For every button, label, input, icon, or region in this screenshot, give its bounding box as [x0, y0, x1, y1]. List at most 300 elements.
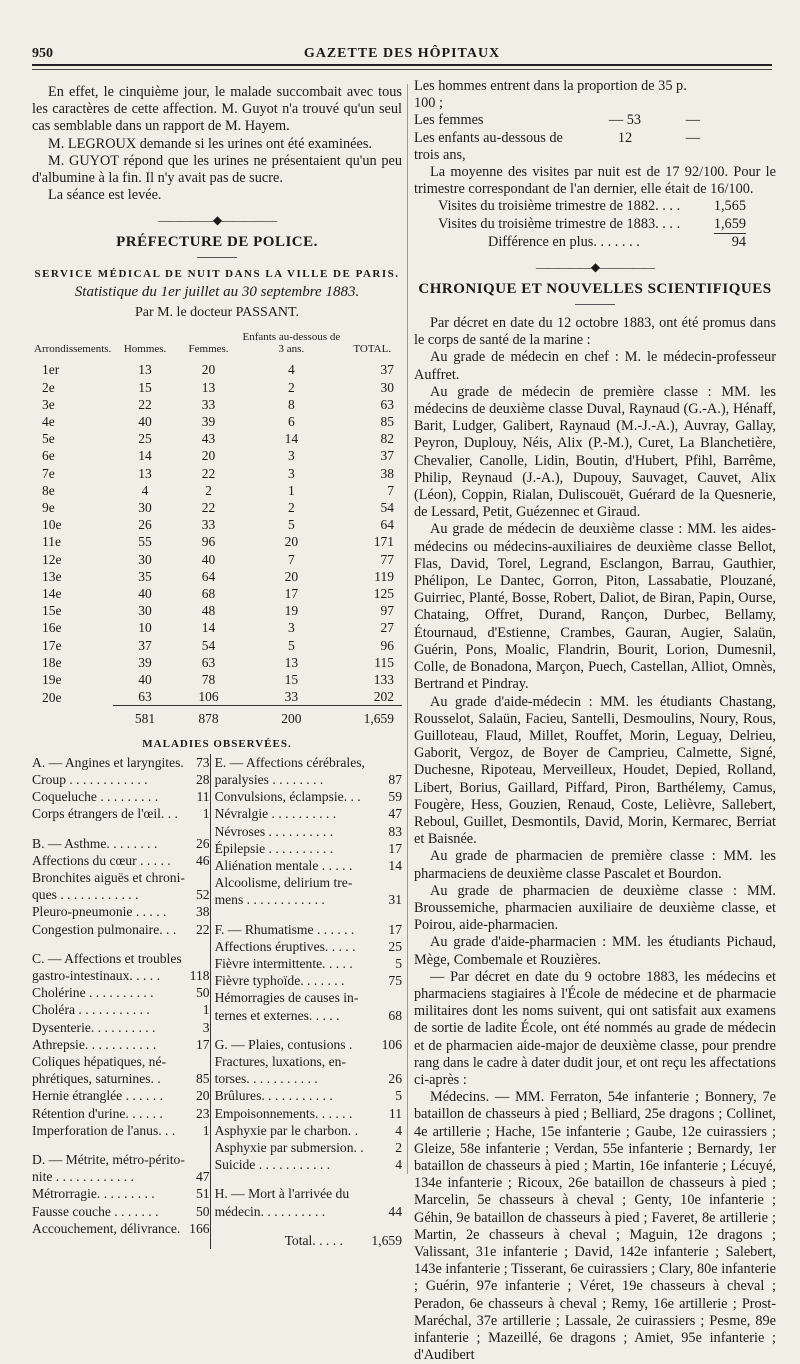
table-cell: 3	[287, 448, 295, 464]
maladie-count: 4	[395, 1122, 402, 1138]
list-spacer	[32, 1139, 210, 1151]
table-cell: 13	[138, 465, 152, 481]
maladie-label: Névralgie . . . . . . . . . .	[214, 806, 337, 822]
table-row	[32, 688, 402, 706]
maladie-label: C. — Affections et troubles	[32, 950, 182, 966]
table-cell: 33	[201, 396, 216, 412]
maladie-label: Fractures, luxations, en-	[214, 1053, 346, 1069]
table-cell: 40	[201, 551, 216, 567]
maladie-item	[32, 886, 210, 903]
maladie-count: 17	[195, 1036, 210, 1052]
maladie-label: Accouchement, délivrance.	[32, 1220, 181, 1236]
maladie-label: Asphyxie par le charbon. .	[214, 1122, 359, 1138]
table-cell: 3	[287, 620, 295, 636]
table-row	[32, 637, 402, 654]
maladie-item	[215, 1007, 402, 1024]
maladie-count	[380, 1185, 402, 1202]
maladie-item	[32, 788, 210, 805]
maladie-label: A. — Angines et laryngites.	[32, 754, 184, 770]
table-cell: 2	[287, 500, 295, 516]
proportion-cell: — 53	[608, 112, 642, 129]
column-divider	[407, 84, 408, 1174]
table-cell: 1er	[42, 362, 60, 378]
difference-label: Différence en plus. . . . . . .	[488, 233, 640, 250]
arrondissements-table	[32, 331, 402, 727]
maladie-total	[215, 1232, 402, 1249]
header-rule	[32, 64, 772, 66]
table-cell: 8e	[42, 482, 55, 498]
maladie-label: B. — Asthme. . . . . . . .	[32, 835, 158, 851]
list-spacer	[32, 938, 210, 950]
table-cell: 7e	[42, 465, 55, 481]
table-cell: 63	[138, 689, 152, 705]
maladie-label: Affections éruptives. . . . .	[214, 938, 356, 954]
maladie-count	[188, 869, 210, 886]
table-cell: 33	[201, 517, 216, 533]
table-cell: 96	[201, 534, 216, 550]
maladie-label: Corps étrangers de l'œil. . .	[32, 806, 178, 822]
proportion-cell: Les enfants au-dessous de trois ans,	[414, 129, 563, 163]
ornament-divider: —————◆—————	[157, 213, 277, 228]
table-cell: 1	[287, 482, 295, 498]
total-cell: 1,659	[342, 706, 402, 728]
total-cell: 581	[113, 706, 177, 728]
proportion-cell: Les femmes	[414, 112, 484, 129]
table-cell: 43	[201, 431, 216, 447]
col-header-enfants: Enfants au-dessous de 3 ans.	[242, 331, 341, 356]
table-row	[32, 585, 402, 602]
maladie-item	[32, 1036, 210, 1053]
maladie-item	[32, 1203, 210, 1220]
maladie-count: 23	[195, 1105, 210, 1121]
maladie-count: 166	[189, 1220, 210, 1236]
maladie-item	[215, 891, 402, 908]
maladie-count: 3	[202, 1019, 210, 1035]
table-cell: 26	[138, 517, 152, 533]
maladie-item	[215, 805, 402, 822]
table-row	[32, 551, 402, 568]
maladie-count: 85	[195, 1071, 210, 1087]
table-cell: 15	[138, 379, 152, 395]
maladie-item	[32, 1185, 210, 1202]
maladie-label: Suicide . . . . . . . . . . .	[214, 1157, 331, 1173]
maladie-item	[215, 1070, 402, 1087]
maladie-item	[32, 1087, 210, 1104]
maladie-item	[32, 1151, 210, 1168]
table-cell: 4	[141, 482, 149, 498]
maladie-label: Métrorragie. . . . . . . . .	[32, 1186, 155, 1202]
table-cell: 14	[138, 448, 152, 464]
table-cell: 12e	[42, 551, 62, 567]
maladie-item	[32, 1220, 210, 1237]
table-row	[32, 602, 402, 619]
table-cell: 9e	[42, 500, 55, 516]
list-spacer	[215, 1220, 402, 1232]
proportion-cell	[744, 78, 776, 112]
maladie-label: Choléra . . . . . . . . . . .	[32, 1002, 150, 1018]
maladie-count: 20	[195, 1088, 210, 1104]
table-cell: 14	[284, 431, 299, 447]
maladie-count: 83	[388, 823, 402, 839]
maladie-item	[215, 823, 402, 840]
maladie-count: 4	[395, 1157, 402, 1173]
maladie-count: 26	[195, 835, 210, 851]
proportion-cell: Les hommes entrent dans la proportion de 35 p. 100 ;	[414, 78, 687, 112]
maladie-label: Fausse couche . . . . . . .	[32, 1203, 159, 1219]
table-row	[32, 447, 402, 464]
left-column	[32, 84, 402, 1249]
maladie-item	[32, 869, 210, 886]
difference-line	[414, 234, 776, 251]
maladie-count: 5	[395, 1088, 402, 1104]
maladie-item	[215, 1087, 402, 1104]
maladie-count: 38	[195, 904, 210, 920]
visit-label: Visites du troisième trimestre de 1882. . . .	[438, 198, 681, 215]
maladie-count	[380, 989, 402, 1006]
total-cell: 200	[240, 706, 342, 728]
maladie-count: 51	[195, 1186, 210, 1202]
ornament-divider: —————◆—————	[535, 260, 655, 275]
visit-label: Visites du troisième trimestre de 1883. . . .	[438, 215, 681, 232]
maladie-count: 75	[388, 973, 402, 989]
table-cell: 25	[138, 431, 152, 447]
maladie-label: F. — Rhumatisme . . . . . .	[214, 921, 355, 937]
table-cell: 63	[380, 396, 394, 412]
table-cell: 171	[373, 534, 394, 550]
page-number: 950	[32, 46, 53, 61]
table-cell: 14	[201, 620, 216, 636]
table-cell: 20	[201, 362, 216, 378]
seance-levee: La séance est levée.	[48, 187, 162, 204]
table-cell: 20	[284, 568, 299, 584]
col-header-femmes: Femmes.	[188, 343, 229, 356]
table-row	[32, 482, 402, 499]
maladie-item	[215, 1185, 402, 1202]
maladie-count: 59	[388, 789, 402, 805]
maladie-label: ques . . . . . . . . . . . .	[32, 887, 139, 903]
maladie-item	[32, 805, 210, 822]
maladie-count: 44	[388, 1203, 402, 1219]
maladie-item	[32, 903, 210, 920]
maladie-count: 68	[388, 1007, 402, 1023]
table-cell: 33	[284, 689, 299, 705]
col-header-arrondissements: Arrondissements.	[34, 343, 112, 356]
maladie-label: Empoisonnements. . . . . .	[214, 1105, 353, 1121]
maladie-label: Cholérine . . . . . . . . . .	[32, 985, 154, 1001]
chronique-paragraph: Au grade d'aide-médecin : MM. les étudiants Chastang, Rousselot, Salaün, Facieu, Santelli, Desmoulins, Noury, Rous, Guilloteau, Flaud, Millet, Rouffet, Morin, Leguay, Delrieu, Gaborit, Vergoz, de Boyer de Camprieu, Calmette, Signé, Duchesne, Ripoteau, Merveilleux, Houdet, Depied, Rolland, Libert, Borius, Gaillard, Piffard, Piron, Barthélemy, Camus, Fougère, Hess, Gouzien, Renaud, Coste, Lelièvre, Sallebert, Reboul, Guillet, Desmontils, David, Morin, Kermarec, Berriat et Baisnée.	[414, 693, 776, 848]
maladie-label: phrétiques, saturnines. .	[32, 1071, 161, 1087]
maladie-count: 46	[195, 852, 210, 868]
maladie-item	[215, 1122, 402, 1139]
table-cell: 15	[284, 672, 299, 688]
table-cell: 55	[138, 534, 152, 550]
maladie-count: 50	[195, 985, 210, 1001]
table-cell: 37	[138, 637, 152, 653]
maladie-label: H. — Mort à l'arrivée du	[214, 1186, 350, 1202]
chronique-paragraph: Au grade d'aide-pharmacien : MM. les étudiants Pichaud, Mège, Combemale et Rouzières.	[414, 934, 776, 968]
maladies-title: MALADIES OBSERVÉES.	[142, 737, 292, 750]
visit-value: 1,565	[713, 198, 746, 215]
table-cell: 18e	[42, 654, 62, 670]
table-cell: 2e	[42, 379, 55, 395]
maladie-item	[32, 754, 210, 771]
maladie-item	[32, 1053, 210, 1070]
table-cell: 13	[284, 654, 299, 670]
table-cell: 4e	[42, 414, 55, 430]
maladie-item	[32, 1168, 210, 1185]
maladie-count: 73	[195, 754, 210, 770]
table-cell: 22	[201, 500, 216, 516]
maladie-count: 52	[195, 887, 210, 903]
table-cell: 77	[380, 551, 394, 567]
maladie-count: 118	[189, 967, 210, 983]
maladie-label: Névroses . . . . . . . . . .	[214, 823, 334, 839]
table-cell: 85	[380, 414, 394, 430]
maladie-label: torses. . . . . . . . . . .	[214, 1071, 318, 1087]
table-row	[32, 516, 402, 533]
maladie-item	[32, 950, 210, 967]
list-spacer	[215, 1173, 402, 1185]
table-row	[32, 361, 402, 378]
table-cell: 8	[287, 396, 295, 412]
proportion-line	[414, 78, 776, 112]
chronique-paragraph: Au grade de médecin de première classe : MM. les médecins de deuxième classe Duval, Raynaud (G.-A.), Hénaff, Barit, Ludger, Galibert, Raynaud (M.-J.-A.), Auvray, Gallay, Peyron, Duplouy, Néis, Alix (P.-M.), Curet, La Blanchetière, Chevalier, Canolle, Lidin, Boutin, d'Hubert, Pfihl, Barrême, Philip, Reynaud (J.-A.), Dupouy, Sauvaget, Cauvet, Alix (Léon), Coppin, Rialan, Duliscouët, Guérard de la Quesnerie, de Lessard, Petit, Guézennec et Giraud.	[414, 383, 776, 521]
maladie-count: 106	[381, 1036, 402, 1052]
maladie-item	[32, 1122, 210, 1139]
maladie-item	[215, 989, 402, 1006]
table-cell: 22	[138, 396, 152, 412]
maladie-count: 17	[388, 840, 402, 856]
maladie-item	[32, 1019, 210, 1036]
maladie-item	[32, 771, 210, 788]
guyot-paragraph: M. GUYOT répond que les urines ne présentaient qu'un peu d'albumine à la fin. Il n'y avait pas de sucre.	[32, 152, 402, 187]
table-cell: 20	[284, 534, 299, 550]
table-cell: 5	[287, 517, 295, 533]
table-cell: 30	[380, 379, 394, 395]
table-row	[32, 379, 402, 396]
table-cell: 202	[373, 689, 394, 705]
table-cell: 3	[287, 465, 295, 481]
maladie-label: Coliques hépatiques, né-	[32, 1053, 167, 1069]
table-cell: 10e	[42, 517, 62, 533]
title-rule	[197, 257, 237, 258]
table-row	[32, 654, 402, 671]
maladie-label: Croup . . . . . . . . . . . .	[32, 771, 148, 787]
table-cell: 2	[287, 379, 295, 395]
maladie-label: Fièvre intermittente. . . . .	[214, 955, 353, 971]
prefecture-title: PRÉFECTURE DE POLICE.	[116, 234, 318, 251]
proportion-cell	[688, 78, 744, 112]
maladie-item	[32, 984, 210, 1001]
maladie-label: Dysenterie. . . . . . . . . .	[32, 1019, 156, 1035]
table-row	[32, 533, 402, 550]
maladie-label: Coqueluche . . . . . . . . .	[32, 789, 159, 805]
visit-value: 1,659	[714, 216, 746, 234]
maladie-count: 1	[202, 1002, 210, 1018]
maladie-count	[188, 1053, 210, 1070]
maladie-label: Fièvre typhoïde. . . . . . .	[214, 973, 345, 989]
maladie-count: 1	[202, 806, 210, 822]
table-cell: 64	[201, 568, 216, 584]
list-spacer	[215, 1024, 402, 1036]
table-row	[32, 499, 402, 516]
maladie-label: Hernie étranglée . . . . . .	[32, 1088, 163, 1104]
table-cell: 13e	[42, 568, 62, 584]
maladie-label: Asphyxie par submersion. .	[214, 1139, 364, 1155]
table-cell: 40	[138, 672, 152, 688]
table-cell: 30	[138, 551, 152, 567]
maladie-item	[32, 852, 210, 869]
maladie-label: Hémorragies de causes in-	[214, 990, 359, 1006]
table-cell: 6e	[42, 448, 55, 464]
table-cell: 106	[198, 689, 219, 705]
table-row	[32, 430, 402, 447]
table-cell: 7	[387, 482, 394, 498]
proportion-line	[414, 112, 776, 129]
header-rule-thin	[32, 69, 772, 70]
maladie-count	[380, 874, 402, 891]
table-cell: 10	[138, 620, 152, 636]
table-cell: 96	[380, 637, 394, 653]
table-cell: 13	[201, 379, 216, 395]
service-title: SERVICE MÉDICAL DE NUIT DANS LA VILLE DE PARIS.	[34, 268, 400, 281]
chronique-paragraph: Au grade de médecin en chef : M. le médecin-professeur Auffret.	[414, 349, 776, 383]
chronique-body	[414, 315, 776, 1364]
maladie-item	[215, 840, 402, 857]
maladie-label: nite . . . . . . . . . . . .	[32, 1169, 134, 1185]
table-cell: 2	[205, 482, 212, 498]
author-line: Par M. le docteur PASSANT.	[134, 305, 300, 321]
maladie-item	[32, 1105, 210, 1122]
maladie-count: 25	[388, 938, 402, 954]
table-cell: 82	[380, 431, 394, 447]
totals-row	[32, 706, 402, 728]
table-cell: 40	[138, 586, 152, 602]
maladie-count: 22	[195, 921, 210, 937]
maladie-label: Brûlures. . . . . . . . . . .	[214, 1088, 333, 1104]
table-cell: 54	[380, 500, 394, 516]
maladie-label: Pleuro-pneumonie . . . . .	[32, 904, 167, 920]
maladie-item	[215, 788, 402, 805]
proportion-cell: 12	[617, 129, 633, 146]
maladie-count: 11	[388, 1105, 402, 1121]
col-header-hommes: Hommes.	[123, 343, 167, 356]
maladie-item	[215, 1036, 402, 1053]
maladie-item	[32, 967, 210, 984]
maladie-count: 14	[388, 857, 402, 873]
maladie-label: Épilepsie . . . . . . . . . .	[214, 840, 334, 856]
maladie-count: 2	[395, 1139, 402, 1155]
table-row	[32, 671, 402, 688]
maladie-label: E. — Affections cérébrales,	[214, 754, 365, 770]
maladie-label: Rétention d'urine. . . . . .	[32, 1105, 163, 1121]
maladie-label: médecin. . . . . . . . . .	[214, 1203, 326, 1219]
table-row	[32, 568, 402, 585]
maladie-item	[32, 921, 210, 938]
maladie-count: 5	[395, 955, 402, 971]
proportion-line	[414, 130, 776, 164]
table-cell: 63	[201, 654, 216, 670]
table-cell: 78	[201, 672, 216, 688]
table-cell: 133	[373, 672, 394, 688]
col-header-total: TOTAL.	[353, 343, 392, 356]
maladie-count: 50	[195, 1203, 210, 1219]
table-cell: 30	[138, 603, 152, 619]
maladie-count: 26	[388, 1071, 402, 1087]
table-cell: 17e	[42, 637, 62, 653]
maladie-count: 1	[202, 1122, 210, 1138]
maladie-label: Alcoolisme, delirium tre-	[214, 875, 353, 891]
difference-value: 94	[731, 233, 746, 250]
maladie-count	[188, 950, 210, 967]
table-cell: 19e	[42, 672, 62, 688]
table-cell: 17	[284, 586, 299, 602]
table-cell: 6	[287, 414, 295, 430]
table-row	[32, 465, 402, 482]
table-row	[32, 619, 402, 636]
table-cell: 39	[201, 414, 216, 430]
table-cell: 7	[287, 551, 295, 567]
table-row	[32, 413, 402, 430]
maladie-count	[188, 1151, 210, 1168]
maladie-count: 11	[196, 789, 210, 805]
table-cell: 13	[138, 362, 152, 378]
table-cell: 22	[201, 465, 216, 481]
maladie-item	[215, 1139, 402, 1156]
table-cell: 15e	[42, 603, 62, 619]
maladie-count: 28	[195, 771, 210, 787]
maladie-count: 47	[388, 806, 402, 822]
maladie-item	[215, 1105, 402, 1122]
table-cell: 27	[380, 620, 394, 636]
maladie-count: 87	[388, 771, 402, 787]
maladie-label: Total. . . . .	[284, 1232, 343, 1248]
maladie-item	[215, 1156, 402, 1173]
maladie-label: G. — Plaies, contusions .	[214, 1036, 353, 1052]
maladie-count: 31	[388, 892, 402, 908]
table-cell: 119	[374, 568, 394, 584]
maladie-label: Imperforation de l'anus. . .	[32, 1122, 176, 1138]
maladie-item	[215, 771, 402, 788]
maladie-item	[215, 1203, 402, 1220]
moyenne-paragraph: La moyenne des visites par nuit est de 17 92/100. Pour le trimestre correspondant de l'an dernier, elle était de 16/100.	[414, 164, 776, 198]
maladie-label: Aliénation mentale . . . . .	[214, 857, 353, 873]
maladie-item	[215, 972, 402, 989]
table-cell: 35	[138, 568, 152, 584]
list-spacer	[215, 909, 402, 921]
table-cell: 20	[201, 448, 216, 464]
intro-paragraph: En effet, le cinquième jour, le malade succombait avec tous les caractères de cette affection. M. Guyot n'a trouvé qu'un seul cas semblable dans un rapport de M. Hayem.	[32, 84, 402, 135]
maladie-label: Bronchites aiguës et chroni-	[32, 869, 185, 885]
chronique-paragraph: Par décret en date du 12 octobre 1883, ont été promus dans le corps de santé de la marine :	[414, 315, 776, 349]
maladie-count	[380, 1053, 402, 1070]
visites-1883	[414, 216, 776, 234]
table-cell: 115	[374, 654, 394, 670]
journal-title: GAZETTE DES HÔPITAUX	[303, 46, 501, 61]
table-cell: 39	[138, 654, 152, 670]
table-cell: 5e	[42, 431, 55, 447]
table-cell: 97	[380, 603, 394, 619]
statistique-title: Statistique du 1er juillet au 30 septembre 1883.	[74, 284, 360, 301]
table-cell: 37	[380, 448, 394, 464]
maladie-item	[32, 1001, 210, 1018]
table-cell: 11e	[42, 534, 61, 550]
table-cell: 125	[373, 586, 394, 602]
maladie-label: paralysies . . . . . . . .	[214, 771, 324, 787]
proportion-block	[414, 78, 776, 164]
table-cell: 5	[287, 637, 295, 653]
maladie-label: Affections du cœur . . . . .	[32, 852, 171, 868]
